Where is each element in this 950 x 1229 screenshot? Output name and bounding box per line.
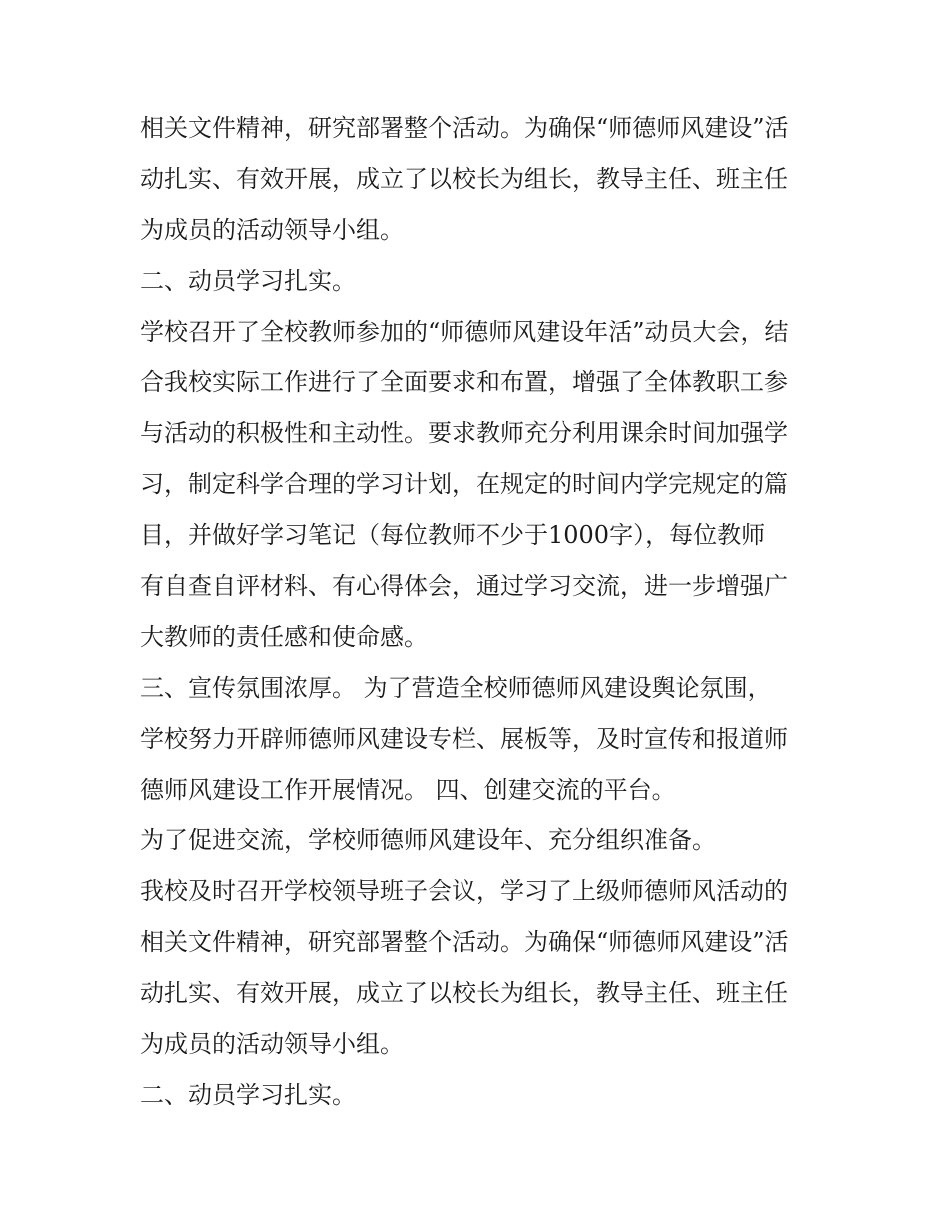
document-body [140,103,820,1121]
text-line-3: 为成员的活动领导小组。 [140,215,404,244]
section-heading-2-repeat: 二、动员学习扎实。 [140,1080,356,1109]
section-heading-3: 三、宣传氛围浓厚。 为了营造全校师德师风建设舆论氛围， [140,673,772,702]
section-heading-2: 二、动员学习扎实。 [140,266,356,295]
text-line-16: 我校及时召开学校领导班子会议，学习了上级师德师风活动的 [140,877,788,906]
text-line-11: 大教师的责任感和使命感。 [140,622,428,651]
text-line-15: 为了促进交流，学校师德师风建设年、充分组织准备。 [140,826,716,855]
text-line-18: 动扎实、有效开展，成立了以校长为组长，教导主任、班主任 [140,979,788,1008]
text-line-7: 与活动的积极性和主动性。要求教师充分利用课余时间加强学 [140,419,788,448]
text-line-10: 有自查自评材料、有心得体会，通过学习交流，进一步增强广 [140,572,788,601]
text-line-13: 学校努力开辟师德师风建设专栏、展板等，及时宣传和报道师 [140,724,788,753]
text-line-6: 合我校实际工作进行了全面要求和布置，增强了全体教职工参 [140,368,788,397]
text-line-19: 为成员的活动领导小组。 [140,1030,404,1059]
text-line-5: 学校召开了全校教师参加的“师德师风建设年活”动员大会，结 [140,317,789,346]
text-line-14: 德师风建设工作开展情况。 四、创建交流的平台。 [140,775,676,804]
text-line-8: 习，制定科学合理的学习计划，在规定的时间内学完规定的篇 [140,470,788,499]
text-line-9: 目，并做好学习笔记（每位教师不少于1000字），每位教师 [140,521,766,550]
text-line-2: 动扎实、有效开展，成立了以校长为组长，教导主任、班主任 [140,164,788,193]
text-line-17: 相关文件精神，研究部署整个活动。为确保“师德师风建设”活 [140,928,789,957]
text-line-1: 相关文件精神，研究部署整个活动。为确保“师德师风建设”活 [140,114,789,142]
